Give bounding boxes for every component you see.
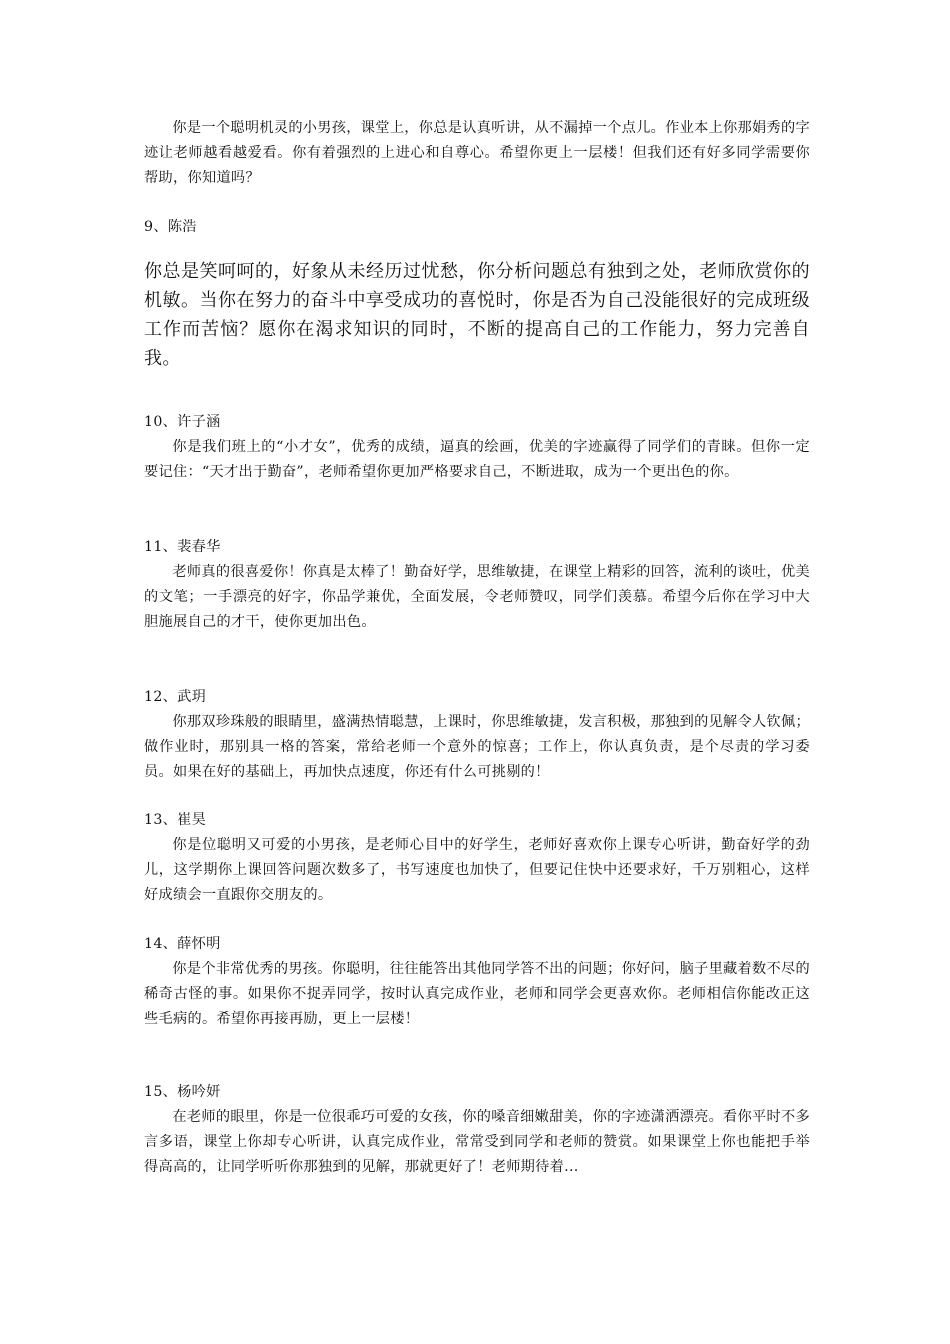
student-heading-11: 11、裴春华 [144,539,221,555]
student-heading-14: 14、薛怀明 [144,936,221,952]
student-heading-10: 10、许子涵 [144,414,221,430]
comment-paragraph-8: 你是一个聪明机灵的小男孩，课堂上，你总是认真听讲，从不漏掉一个点儿。作业本上你那娟秀的字迹让老师越看越爱看。你有着强烈的上进心和自尊心。希望你更上一层楼！但我们还有好多同学需要你帮助，你知道吗？ [144,120,810,186]
student-heading-15: 15、杨吟妍 [144,1084,221,1100]
comment-paragraph-10: 你是我们班上的“小才女”，优秀的成绩，逼真的绘画，优美的字迹赢得了同学们的青睐。但你一定要记住：“天才出于勤奋”，老师希望你更加严格要求自己，不断进取，成为一个更出色的你。 [144,439,810,480]
comment-paragraph-11: 老师真的很喜爱你！你真是太棒了！勤奋好学，思维敏捷，在课堂上精彩的回答，流利的谈吐，优美的文笔；一手漂亮的好字，你品学兼优，全面发展，令老师赞叹，同学们羡慕。希望今后你在学习中大胆施展自己的才干，使你更加出色。 [144,564,810,630]
comment-paragraph-15: 在老师的眼里，你是一位很乖巧可爱的女孩，你的嗓音细嫩甜美，你的字迹潇洒漂亮。看你平时不多言多语，课堂上你却专心听讲，认真完成作业，常常受到同学和老师的赞赏。如果课堂上你也能把手举得高高的，让同学听听你那独到的见解，那就更好了！老师期待着... [144,1109,810,1175]
student-heading-12: 12、武玥 [144,689,207,705]
student-heading-9: 9、陈浩 [144,219,197,235]
comment-paragraph-12: 你那双珍珠般的眼睛里，盛满热情聪慧，上课时，你思维敏捷，发言积极，那独到的见解令人钦佩；做作业时，那别具一格的答案，常给老师一个意外的惊喜；工作上，你认真负责，是个尽责的学习委员。如果在好的基础上，再加快点速度，你还有什么可挑剔的！ [144,714,810,780]
comment-paragraph-14: 你是个非常优秀的男孩。你聪明，往往能答出其他同学答不出的问题；你好问，脑子里藏着数不尽的稀奇古怪的事。如果你不捉弄同学，按时认真完成作业，老师和同学会更喜欢你。老师相信你能改正这些毛病的。希望你再接再励，更上一层楼！ [144,961,810,1027]
student-heading-13: 13、崔昊 [144,812,207,828]
comment-paragraph-9: 你总是笑呵呵的，好象从未经历过忧愁，你分析问题总有独到之处，老师欣赏你的机敏。当你在努力的奋斗中享受成功的喜悦时，你是否为自己没能很好的完成班级工作而苦恼？愿你在渴求知识的同时，不断的提高自己的工作能力，努力完善自我。 [144,261,810,369]
comment-paragraph-13: 你是位聪明又可爱的小男孩，是老师心目中的好学生，老师好喜欢你上课专心听讲，勤奋好学的劲儿，这学期你上课回答问题次数多了，书写速度也加快了，但要记住快中还要求好，千万别粗心，这样好成绩会一直跟你交朋友的。 [144,837,810,903]
